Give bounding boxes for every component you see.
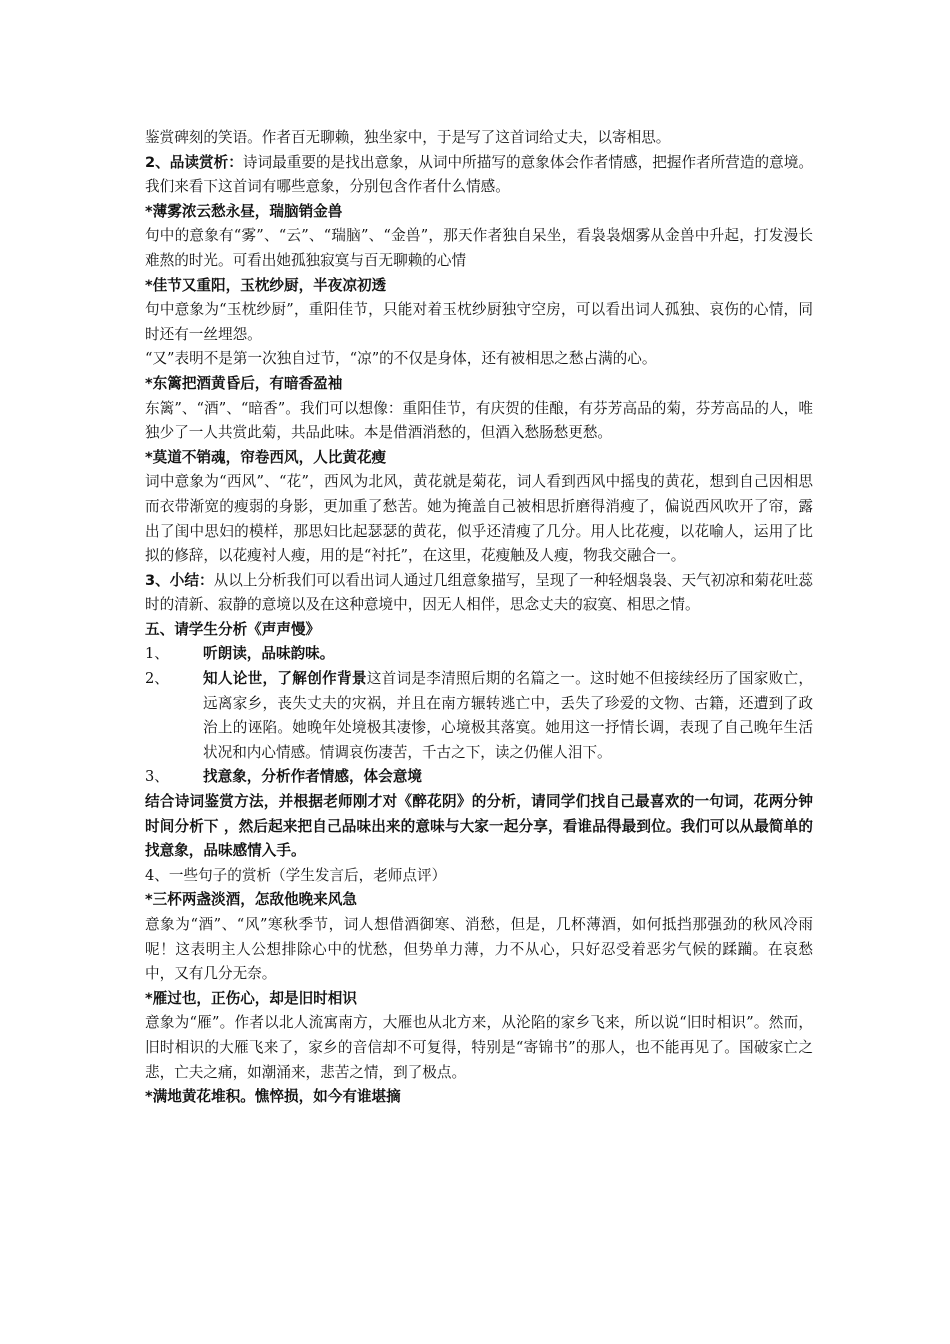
task-instruction: 结合诗词鉴赏方法，并根据老师刚才对《醉花阴》的分析，请同学们找自己最喜欢的一句词，花两分钟时间分析下 ，然后起来把自己品味出来的意味与大家一起分享，看谁品得最到位。我们可以从最简单的找意象，品味感情入手。: [145, 793, 813, 860]
paragraph-intro-end: 鉴赏碑刻的笑语。作者百无聊赖，独坐家中，于是写了这首词给丈夫，以寄相思。: [145, 129, 671, 146]
numbered-item-2: [145, 667, 813, 765]
item-lead: 知人论世，了解创作背景: [203, 670, 367, 688]
numbered-item-1: [145, 642, 813, 667]
item-lead: 找意象，分析作者情感，体会意境: [203, 768, 422, 786]
item-body: [203, 667, 813, 765]
item-body: [203, 642, 813, 667]
analysis-2b: “又”表明不是第一次独自过节，“凉”的不仅是身体，还有被相思之愁占满的心。: [145, 350, 657, 368]
item-number: 2、: [145, 670, 169, 688]
item-number: 3、: [145, 768, 169, 786]
paragraph-text: 从以上分析我们可以看出词人通过几组意象描写，呈现了一种轻烟袅袅、天气初凉和菊花吐蕊时的清新、寂静的意境以及在这种意境中，因无人相伴，思念丈夫的寂寞、相思之情。: [145, 571, 813, 614]
verse-heading-3: *东篱把酒黄昏后，有暗香盈袖: [145, 374, 343, 392]
paragraph-summary: [145, 569, 813, 618]
verse-heading-4: *莫道不销魂，帘卷西风，人比黄花瘦: [145, 448, 387, 466]
analysis-6: 意象为“雁”。作者以北人流寓南方，大雁也从北方来，从沦陷的家乡飞来，所以说“旧时相识”。然而，旧时相识的大雁飞来了，家乡的音信却不可复得，特别是“寄锦书”的那人，也不能再见了。国破家亡之悲，亡夫之痛，如潮涌来，悲苦之情，到了极点。: [145, 1014, 813, 1081]
section-lead-2: 2、品读赏析：: [145, 153, 243, 171]
section-lead-3: 3、小结：: [145, 571, 214, 589]
verse-heading-7: *满地黄花堆积。憔悴损，如今有谁堪摘: [145, 1088, 401, 1106]
section-heading-5: 五、请学生分析《声声慢》: [145, 620, 321, 638]
analysis-4: 词中意象为“西风”、“花”，西风为北风，黄花就是菊花，词人看到西风中摇曳的黄花，想到自己因相思而衣带渐宽的瘦弱的身影，更加重了愁苦。她为掩盖自己被相思折磨得消瘦了，偏说西风吹开了帘，露出了闺中思妇的模样，那思妇比起瑟瑟的黄花，似乎还清瘦了几分。用人比花瘦，以花喻人，运用了比拟的修辞，以花瘦衬人瘦，用的是“衬托”，在这里，花瘦触及人瘦，物我交融合一。: [145, 473, 813, 565]
verse-heading-6: *雁过也，正伤心，却是旧时相识: [145, 989, 357, 1007]
document-page: [145, 126, 813, 1110]
item-lead: 听朗读，品味韵味。: [203, 645, 335, 663]
verse-heading-5: *三杯两盏淡酒，怎敌他晚来风急: [145, 891, 357, 909]
paragraph-text: 诗词最重要的是找出意象，从词中所描写的意象体会作者情感，把握作者所营造的意境。我们来看下这首词有哪些意象，分别包含作者什么情感。: [145, 153, 813, 196]
item-text: 这首词是李清照后期的名篇之一。这时她不但接续经历了国家败亡，远离家乡，丧失丈夫的灾祸，并且在南方辗转逃亡中，丢失了珍爱的文物、古籍，还遭到了政治上的诬陷。她晚年处境极其凄惨，心境极其落寞。她用这一抒情长调，表现了自己晚年生活状况和内心情感。情调哀伤凄苦，千古之下，读之仍催人泪下。: [203, 670, 813, 761]
item-body: [203, 765, 813, 790]
analysis-5: 意象为“酒”、“风”寒秋季节，词人想借酒御寒、消愁，但是，几杯薄酒，如何抵挡那强劲的秋风冷雨呢！这表明主人公想排除心中的忧愁，但势单力薄，力不从心，只好忍受着恶劣气候的蹂躏。在哀愁中，又有几分无奈。: [145, 916, 813, 983]
subsection-heading-4: 4、一些句子的赏析（学生发言后，老师点评）: [145, 866, 447, 884]
verse-heading-2: *佳节又重阳，玉枕纱厨，半夜凉初透: [145, 276, 387, 294]
verse-heading-1: *薄雾浓云愁永昼，瑞脑销金兽: [145, 202, 343, 220]
analysis-3: 东篱”、“酒”、“暗香”。我们可以想像：重阳佳节，有庆贺的佳酿，有芬芳高品的菊，芬芳高品的人，唯独少了一人共赏此菊，共品此味。本是借酒消愁的，但酒入愁肠愁更愁。: [145, 399, 813, 442]
analysis-1: 句中的意象有“雾”、“云”、“瑞脑”、“金兽”，那天作者独自呆坐，看袅袅烟雾从金兽中升起，打发漫长难熬的时光。可看出她孤独寂寞与百无聊赖的心情: [145, 227, 813, 269]
item-number: 1、: [145, 645, 169, 663]
paragraph-appreciation: [145, 151, 813, 200]
analysis-2: 句中意象为“玉枕纱厨”，重阳佳节，只能对着玉枕纱厨独守空房，可以看出词人孤独、哀伤的心情，同时还有一丝埋怨。: [145, 301, 813, 343]
numbered-item-3: [145, 765, 813, 790]
